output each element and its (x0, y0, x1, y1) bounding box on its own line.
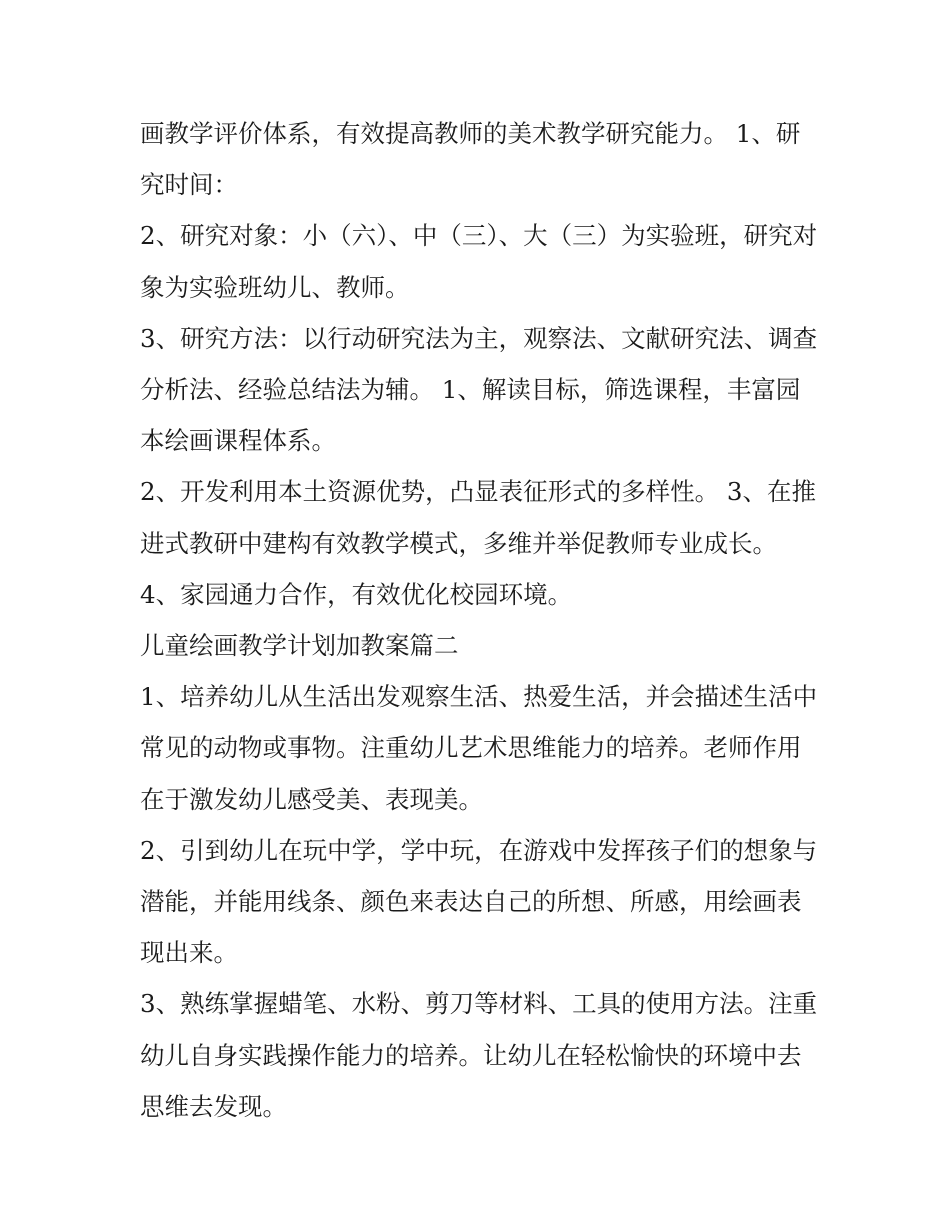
paragraph-goal-tools-materials: 3、熟练掌握蜡笔、水粉、剪刀等材料、工具的使用方法。注重幼儿自身实践操作能力的培养。让幼儿在轻松愉快的环境中去思维去发现。 (140, 989, 818, 1121)
paragraph-goal-observe-life: 1、培养幼儿从生活出发观察生活、热爱生活，并会描述生活中常见的动物或事物。注重幼儿艺术思维能力的培养。老师作用在于激发幼儿感受美、表现美。 (140, 682, 818, 814)
paragraph-local-resources: 2、开发利用本土资源优势，凸显表征形式的多样性。 3、在推进式教研中建构有效教学模式，多维并举促教师专业成长。 (140, 477, 816, 558)
paragraph-home-school-cooperation: 4、家园通力合作，有效优化校园环境。 (140, 579, 573, 609)
paragraph-research-methods: 3、研究方法：以行动研究法为主，观察法、文献研究法、调查分析法、经验总结法为辅。 1、解读目标，筛选课程，丰富园本绘画课程体系。 (140, 323, 818, 456)
paragraph-evaluation-system: 画教学评价体系，有效提高教师的美术教学研究能力。 1、研究时间： (140, 119, 801, 200)
paragraph-research-subjects: 2、研究对象：小（六）、中（三）、大（三）为实验班，研究对象为实验班幼儿、教师。 (140, 221, 818, 302)
paragraph-goal-learn-through-play: 2、引到幼儿在玩中学，学中玩，在游戏中发挥孩子们的想象与潜能，并能用线条、颜色来表达自己的所想、所感，用绘画表现出来。 (140, 835, 818, 968)
section-heading: 儿童绘画教学计划加教案篇二 (140, 631, 459, 661)
document-body (140, 108, 820, 1132)
